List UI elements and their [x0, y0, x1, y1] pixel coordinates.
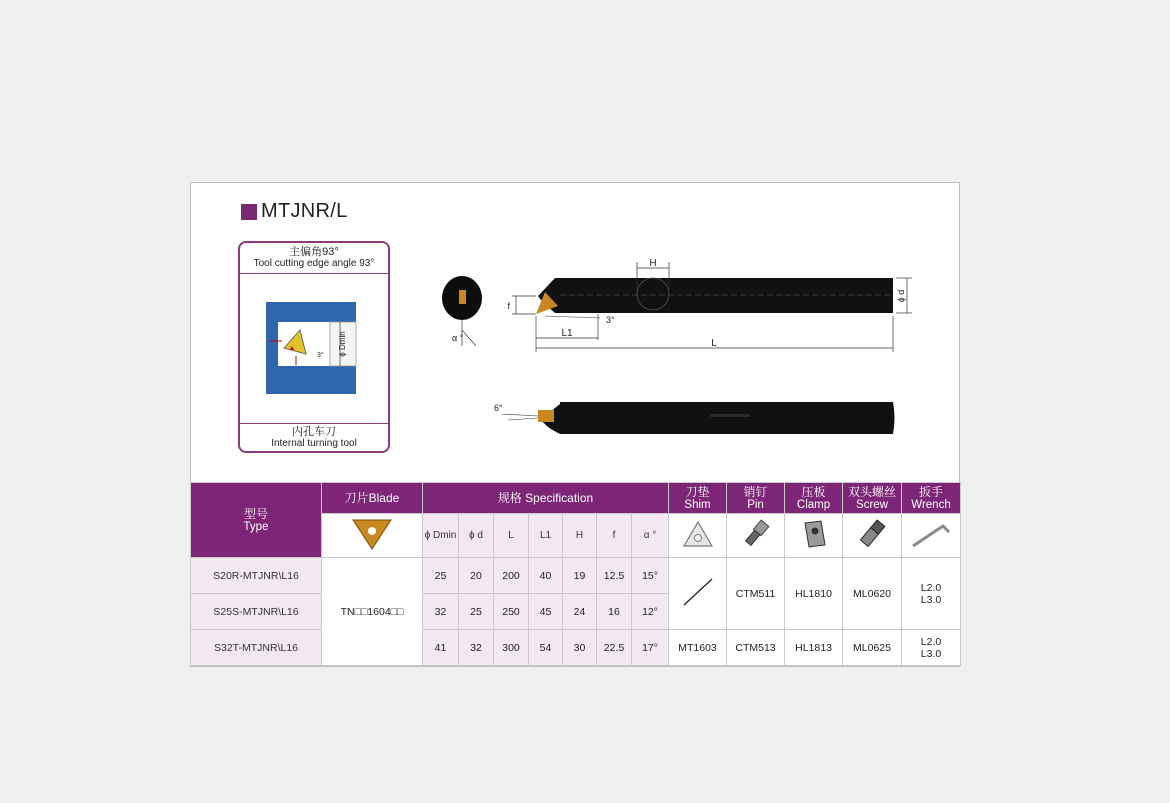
- angle6-label: 6°: [494, 403, 503, 413]
- value-cell: 25: [459, 594, 494, 630]
- shim-image-cell: [669, 514, 727, 558]
- value-cell: 20: [459, 558, 494, 594]
- screw-en: Screw: [856, 498, 888, 511]
- screw-cell: ML0625: [843, 630, 902, 666]
- angle3-label: 3°: [606, 315, 615, 325]
- clamp-image-cell: [785, 514, 843, 558]
- screw-image-cell: [843, 514, 902, 558]
- blade-label: 刀片Blade: [344, 490, 400, 505]
- clamp-cell: HL1813: [785, 630, 843, 666]
- no-shim-slash: [678, 575, 718, 609]
- boring-bar-side-view: [507, 258, 912, 352]
- value-cell: 32: [459, 630, 494, 666]
- bore-section-illustration: [266, 302, 356, 394]
- model-cell: S32T-MTJNR\L16: [191, 630, 322, 666]
- value-cell: 19: [563, 558, 597, 594]
- wrench-size-1: L2.0: [920, 581, 942, 594]
- pin-header: [727, 483, 785, 514]
- col-dmin: ϕ Dmin: [423, 514, 459, 558]
- boring-bar-photo: [494, 402, 895, 434]
- col-L: L: [494, 514, 529, 558]
- value-cell: 40: [529, 558, 563, 594]
- col-L1: L1: [529, 514, 563, 558]
- table-row: [191, 630, 961, 666]
- type-header: [191, 483, 322, 558]
- wrench-size-2: L3.0: [920, 647, 942, 660]
- value-cell: 24: [563, 594, 597, 630]
- shim-icon: [681, 519, 715, 549]
- screw-header: [843, 483, 902, 514]
- value-cell: 250: [494, 594, 529, 630]
- pin-icon: [739, 518, 773, 550]
- shim-header: [669, 483, 727, 514]
- model-cell: S20R-MTJNR\L16: [191, 558, 322, 594]
- pin-image-cell: [727, 514, 785, 558]
- screw-icon: [855, 518, 889, 550]
- col-d: ϕ d: [459, 514, 494, 558]
- H-label: H: [649, 258, 657, 269]
- wrench-en: Wrench: [911, 498, 951, 511]
- box-angle-label: 3°: [317, 352, 324, 359]
- d-label: ϕ d: [896, 289, 906, 303]
- triangle-insert-icon: [350, 516, 394, 552]
- value-cell: 300: [494, 630, 529, 666]
- value-cell: 54: [529, 630, 563, 666]
- clamp-icon: [797, 517, 831, 551]
- value-cell: 15°: [632, 558, 669, 594]
- wrench-image-cell: [902, 514, 961, 558]
- turning-title-cn: 内孔车刀: [292, 426, 336, 438]
- value-cell: 17°: [632, 630, 669, 666]
- f-label: f: [507, 301, 510, 311]
- clamp-en: Clamp: [796, 498, 831, 511]
- screw-cn: 双头螺丝: [848, 484, 897, 499]
- dmin-label: ϕ Dmin: [338, 331, 347, 357]
- spec-label: 规格 Specification: [497, 490, 594, 505]
- wrench-header: [902, 483, 961, 514]
- value-cell: 32: [423, 594, 459, 630]
- clamp-cn: 压板: [801, 484, 826, 499]
- table-row: [191, 558, 961, 594]
- value-cell: 12.5: [597, 558, 632, 594]
- pin-en: Pin: [747, 498, 764, 511]
- shim-cn: 刀垫: [685, 484, 710, 499]
- angle-title-cn: 主偏角93°: [289, 246, 339, 258]
- wrench-size-1: L2.0: [920, 635, 942, 648]
- wrench-cell: [902, 630, 961, 666]
- clamp-header: [785, 483, 843, 514]
- type-cn: 型号: [243, 506, 268, 521]
- value-cell: 16: [597, 594, 632, 630]
- value-cell: 25: [423, 558, 459, 594]
- shim-cell: MT1603: [669, 630, 727, 666]
- wrench-cn: 扳手: [919, 484, 944, 499]
- value-cell: 30: [563, 630, 597, 666]
- col-f: f: [597, 514, 632, 558]
- pin-cell: CTM513: [727, 630, 785, 666]
- value-cell: 200: [494, 558, 529, 594]
- shim-none-cell: [669, 558, 727, 630]
- clamp-cell: HL1810: [785, 558, 843, 630]
- blade-code-cell: TN□□1604□□: [322, 558, 423, 666]
- value-cell: 22.5: [597, 630, 632, 666]
- pin-cn: 销钉: [743, 484, 768, 499]
- value-cell: 45: [529, 594, 563, 630]
- value-cell: 41: [423, 630, 459, 666]
- L1-label: L1: [561, 328, 573, 339]
- col-H: H: [563, 514, 597, 558]
- shim-en: Shim: [684, 498, 711, 511]
- pin-cell: CTM511: [727, 558, 785, 630]
- blade-header: [322, 483, 423, 514]
- tool-end-view: [442, 276, 482, 346]
- turning-title-en: Internal turning tool: [271, 438, 357, 449]
- alpha-label: α °: [452, 333, 464, 343]
- type-en: Type: [243, 520, 269, 533]
- spec-header: [423, 483, 669, 514]
- wrench-cell: [902, 558, 961, 630]
- screw-cell: ML0620: [843, 558, 902, 630]
- L-label: L: [711, 338, 717, 349]
- table-header-row: [191, 483, 961, 514]
- specification-table: [190, 482, 961, 666]
- svg-text:▲: ▲: [288, 345, 296, 352]
- wrench-size-2: L3.0: [920, 593, 942, 606]
- value-cell: 12°: [632, 594, 669, 630]
- col-alpha: α °: [632, 514, 669, 558]
- title-text: MTJNR/L: [261, 200, 348, 222]
- blade-image-cell: [322, 514, 423, 558]
- angle-title-en: Tool cutting edge angle 93°: [253, 258, 375, 269]
- wrench-icon: [909, 518, 953, 550]
- model-cell: S25S-MTJNR\L16: [191, 594, 322, 630]
